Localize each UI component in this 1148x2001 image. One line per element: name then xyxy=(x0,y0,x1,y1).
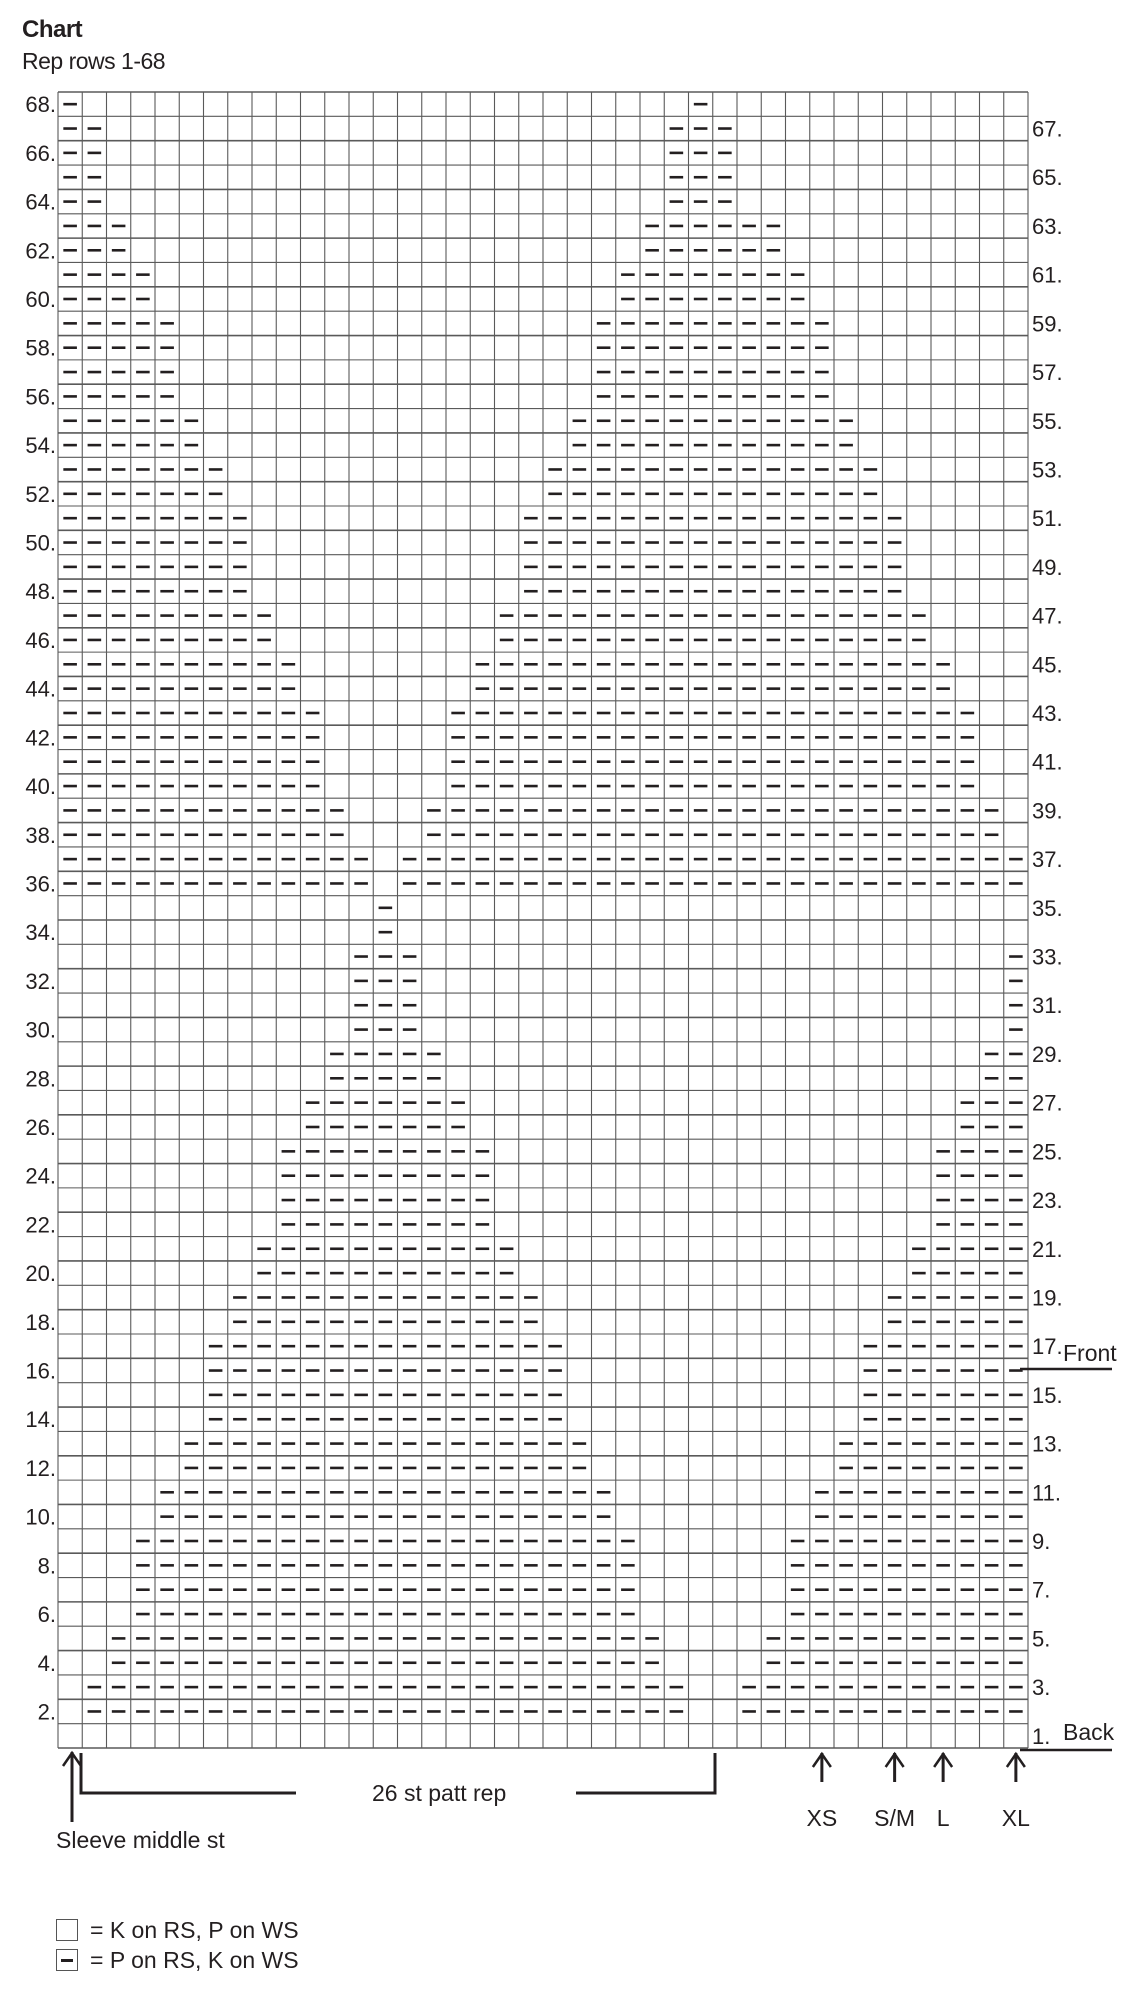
row-label: 59. xyxy=(1032,311,1063,337)
purl-symbol-icon xyxy=(56,1949,78,1971)
row-label: 48. xyxy=(25,579,56,605)
row-label: 16. xyxy=(25,1358,56,1384)
row-label: 46. xyxy=(25,627,56,653)
row-label: 27. xyxy=(1032,1090,1063,1116)
row-label: 14. xyxy=(25,1407,56,1433)
row-label: 57. xyxy=(1032,360,1063,386)
row-label: 1. xyxy=(1032,1723,1051,1749)
chart-annotations xyxy=(56,1340,1117,1853)
row-label: 39. xyxy=(1032,798,1063,824)
row-label: 31. xyxy=(1032,993,1063,1019)
size-markers xyxy=(807,1753,1031,1831)
row-label: 11. xyxy=(1032,1480,1061,1506)
row-label: 36. xyxy=(25,871,56,897)
row-label: 10. xyxy=(25,1504,56,1530)
row-labels-odd xyxy=(1032,117,1063,1749)
row-label: 24. xyxy=(25,1163,56,1189)
row-label: 5. xyxy=(1032,1626,1051,1652)
sleeve-middle-label: Sleeve middle st xyxy=(56,1827,225,1853)
row-label: 52. xyxy=(25,481,56,507)
row-labels-even xyxy=(25,92,56,1724)
row-label: 33. xyxy=(1032,944,1063,970)
row-label: 34. xyxy=(25,920,56,946)
row-label: 20. xyxy=(25,1261,56,1287)
row-label: 22. xyxy=(25,1212,56,1238)
row-label: 49. xyxy=(1032,554,1063,580)
chart-title: Chart xyxy=(22,16,83,43)
row-label: 37. xyxy=(1032,847,1063,873)
row-label: 32. xyxy=(25,968,56,994)
row-label: 60. xyxy=(25,287,56,312)
legend-purl xyxy=(56,1945,299,1975)
row-label: 7. xyxy=(1032,1577,1051,1603)
row-label: 19. xyxy=(1032,1285,1063,1311)
size-label: L xyxy=(936,1805,950,1831)
legend-purl-text: = P on RS, K on WS xyxy=(90,1946,299,1973)
row-label: 66. xyxy=(25,140,56,166)
row-label: 43. xyxy=(1032,701,1063,726)
chart-grid xyxy=(58,92,1028,1748)
row-label: 58. xyxy=(25,335,56,361)
row-label: 12. xyxy=(25,1455,56,1481)
row-label: 9. xyxy=(1032,1529,1051,1554)
row-label: 26. xyxy=(25,1115,56,1140)
knit-symbol-icon xyxy=(56,1919,78,1941)
row-label: 42. xyxy=(25,725,56,751)
row-label: 53. xyxy=(1032,457,1063,483)
row-label: 40. xyxy=(25,774,56,800)
row-label: 18. xyxy=(25,1309,56,1335)
row-label: 45. xyxy=(1032,652,1063,678)
row-label: 25. xyxy=(1032,1139,1063,1165)
row-label: 17. xyxy=(1032,1334,1063,1360)
row-label: 30. xyxy=(25,1017,56,1043)
legend xyxy=(56,1915,299,1975)
row-label: 54. xyxy=(25,433,56,459)
row-label: 62. xyxy=(25,238,56,264)
row-label: 55. xyxy=(1032,408,1063,434)
pattern-repeat-bracket-left xyxy=(81,1753,296,1793)
row-label: 67. xyxy=(1032,116,1063,142)
size-label: XL xyxy=(1001,1805,1030,1831)
row-label: 63. xyxy=(1032,213,1063,239)
size-label: S/M xyxy=(874,1805,916,1831)
row-label: 50. xyxy=(25,530,56,556)
front-label: Front xyxy=(1063,1340,1117,1366)
pattern-repeat-label: 26 st patt rep xyxy=(372,1780,507,1806)
size-label: XS xyxy=(806,1805,838,1831)
row-label: 13. xyxy=(1032,1431,1063,1457)
row-label: 68. xyxy=(25,92,56,118)
row-label: 6. xyxy=(37,1602,56,1628)
pattern-repeat-bracket-right xyxy=(576,1753,715,1793)
row-label: 3. xyxy=(1032,1675,1051,1701)
row-label: 4. xyxy=(37,1650,56,1676)
chart-subtitle: Rep rows 1-68 xyxy=(22,48,166,74)
row-label: 21. xyxy=(1032,1236,1063,1262)
row-label: 65. xyxy=(1032,165,1063,191)
row-label: 41. xyxy=(1032,749,1063,775)
row-label: 15. xyxy=(1032,1382,1063,1408)
back-label: Back xyxy=(1063,1719,1115,1745)
row-label: 28. xyxy=(25,1066,56,1092)
legend-knit-text: = K on RS, P on WS xyxy=(90,1916,299,1943)
row-label: 2. xyxy=(37,1699,56,1725)
row-label: 61. xyxy=(1032,262,1063,288)
row-label: 51. xyxy=(1032,506,1063,532)
row-label: 64. xyxy=(25,189,56,215)
row-label: 56. xyxy=(25,384,56,410)
legend-knit xyxy=(56,1915,299,1945)
row-label: 23. xyxy=(1032,1188,1063,1214)
row-label: 35. xyxy=(1032,895,1063,921)
row-label: 47. xyxy=(1032,603,1063,629)
row-label: 29. xyxy=(1032,1041,1063,1067)
row-label: 8. xyxy=(37,1553,56,1579)
row-label: 38. xyxy=(25,822,56,848)
row-label: 44. xyxy=(25,676,56,702)
